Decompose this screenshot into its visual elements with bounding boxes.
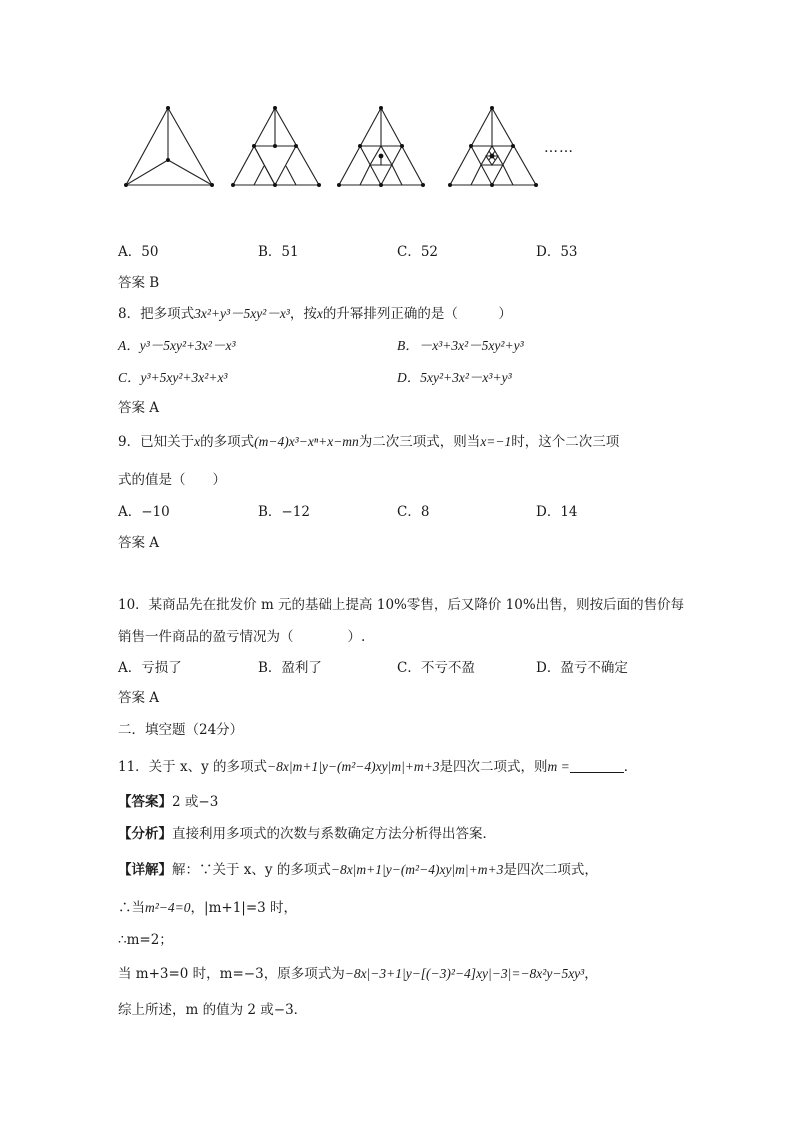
q9-option-c: C．8 xyxy=(397,504,430,520)
q9-option-a: A．−10 xyxy=(118,504,170,520)
q10-answer: 答案 A xyxy=(118,690,160,706)
q10-option-c: C．不亏不盈 xyxy=(397,660,475,676)
q9-option-b: B．−12 xyxy=(258,504,310,520)
triangle-figure-2 xyxy=(231,106,321,187)
figure-ellipsis: …… xyxy=(544,140,574,156)
q8-option-c: C．y³+5xy²+3x²+x³ xyxy=(118,370,228,385)
q8-answer: 答案 A xyxy=(118,400,160,416)
q9-option-d: D．14 xyxy=(536,504,578,520)
q11-question: 11．关于 x、y 的多项式−8x|m+1|y−(m²−4)xy|m|+m+3是四次二项式，则m = ． xyxy=(118,759,638,775)
q9-polynomial: (m−4)x³−xⁿ+x−mn xyxy=(254,434,359,449)
q7-option-a: A．50 xyxy=(118,244,159,260)
q8-question: 8．把多项式3x²+y³－5xy²－x³，按x的升幂排列正确的是（ ） xyxy=(118,306,512,322)
q11-answer-blank xyxy=(570,760,624,773)
q7-option-d: D．53 xyxy=(536,244,578,260)
q10-option-d: D．盈亏不确定 xyxy=(536,660,628,676)
q11-step-1: ∴当m²−4=0，|m+1|=3 时， xyxy=(118,900,298,916)
q11-analysis: 【分析】直接利用多项式的次数与系数确定方法分析得出答案． xyxy=(118,826,496,842)
q10-option-b: B．盈利了 xyxy=(258,660,322,676)
q7-answer: 答案 B xyxy=(118,275,160,291)
q11-conclusion: 综上所述，m 的值为 2 或−3． xyxy=(118,1002,308,1018)
q9-question-line1: 9．已知关于x的多项式(m−4)x³−xⁿ+x−mn为二次三项式，则当x=−1时，这个二次三项 xyxy=(118,434,620,450)
q11-answer: 【答案】2 或−3 xyxy=(118,794,219,810)
triangle-pattern-figure xyxy=(118,100,598,195)
triangle-figure-4 xyxy=(448,106,538,187)
q10-option-a: A．亏损了 xyxy=(118,660,182,676)
q11-detail: 【详解】解：∵关于 x、y 的多项式−8x|m+1|y−(m²−4)xy|m|+m+3是四次二项式， xyxy=(118,862,598,878)
q11-step-2: ∴m=2； xyxy=(118,932,173,948)
triangle-figure-3 xyxy=(337,106,425,187)
q10-question-line1: 10．某商品先在批发价 m 元的基础上提高 10%零售，后又降价 10%出售，则按后面的售价每 xyxy=(118,597,685,613)
triangle-figure-1 xyxy=(124,106,214,187)
q8-option-d: D．5xy²+3x²－x³+y³ xyxy=(397,370,512,385)
q9-answer: 答案 A xyxy=(118,535,160,551)
q7-option-b: B．51 xyxy=(258,244,299,260)
q11-step-3: 当 m+3=0 时，m=−3，原多项式为−8x|−3+1|y−[(−3)²−4]xy|−3|=−8x²y−5xy³， xyxy=(118,966,598,982)
q11-expression: −8x|m+1|y−(m²−4)xy|m|+m+3 xyxy=(267,759,440,774)
q8-option-b: B．－x³+3x²－5xy²+y³ xyxy=(397,338,524,353)
q8-expression: 3x²+y³－5xy²－x³ xyxy=(194,306,290,321)
q9-question-line2: 式的值是（ ） xyxy=(118,472,226,488)
q8-option-a: A．y³－5xy²+3x²－x³ xyxy=(118,338,236,353)
q10-question-line2: 销售一件商品的盈亏情况为（ ）. xyxy=(118,629,366,645)
q7-option-c: C．52 xyxy=(397,244,439,260)
section-title: 二．填空题（24分） xyxy=(118,722,244,738)
